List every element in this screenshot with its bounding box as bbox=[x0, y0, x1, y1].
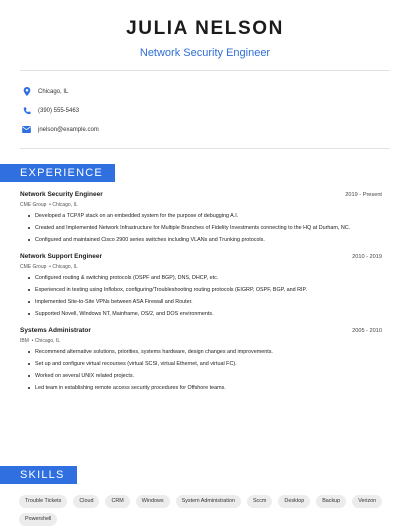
skill-chip: Backup bbox=[316, 495, 346, 508]
skill-chip: Sccm bbox=[247, 495, 272, 508]
skills-list bbox=[19, 495, 399, 526]
job-bullets bbox=[20, 348, 382, 392]
bullet-item: Implemented Site-to-Site VPNs between ASA Firewall and Router. bbox=[28, 298, 382, 306]
skill-chip: Verizon bbox=[352, 495, 382, 508]
job-entry bbox=[20, 253, 382, 318]
job-dates: 2019 - Present bbox=[345, 192, 382, 198]
job-company: IBM • Chicago, IL bbox=[20, 338, 61, 344]
bullet-item: Supported Novell, Windows NT, Mainframe, OS/2, and DOS environments. bbox=[28, 310, 382, 318]
divider bbox=[20, 148, 390, 149]
skills-section bbox=[0, 465, 77, 484]
job-bullets bbox=[20, 212, 382, 244]
job-title: Systems Administrator bbox=[20, 327, 91, 334]
candidate-role: Network Security Engineer bbox=[139, 47, 271, 59]
job-entry bbox=[20, 191, 382, 244]
job-bullets bbox=[20, 274, 382, 318]
contact-email-text: jnelson@example.com bbox=[38, 126, 99, 133]
skill-chip: System Administration bbox=[176, 495, 241, 508]
contact-email bbox=[22, 120, 410, 139]
skill-chip: CRM bbox=[105, 495, 129, 508]
job-title: Network Security Engineer bbox=[20, 191, 103, 198]
map-pin-icon bbox=[22, 87, 31, 96]
bullet-item: Experienced in testing using Inflobox, configuring/Troubleshooting routing protocols (EIGRP, OSPF, BGP, and RIP. bbox=[28, 286, 382, 294]
contact-list bbox=[0, 71, 410, 148]
contact-location bbox=[22, 82, 410, 101]
email-icon bbox=[22, 125, 31, 134]
bullet-item: Set up and configure virtual recourses (virtual SCSI, virtual Ethernet, and virtual FC). bbox=[28, 360, 382, 368]
skill-chip: Trouble Tickets bbox=[19, 495, 67, 508]
candidate-name: JULIA NELSON bbox=[126, 18, 284, 39]
bullet-item: Configured routing & switching protocols (OSPF and BGP), DNS, DHCP, etc. bbox=[28, 274, 382, 282]
bullet-item: Created and Implemented Network Infrastructure for Multiple Branches of Fidelity Investments connecting to the HQ at Durham, NC. bbox=[28, 224, 382, 232]
bullet-item: Worked on several UNIX related projects. bbox=[28, 372, 382, 380]
skills-heading: SKILLS bbox=[0, 466, 77, 484]
skill-chip: Windows bbox=[136, 495, 170, 508]
job-company: CME Group • Chicago, IL bbox=[20, 264, 78, 270]
skill-chip: Desktop bbox=[278, 495, 310, 508]
bullet-item: Led team in establishing remote access security procedures for Offshore teams. bbox=[28, 384, 382, 392]
job-company: CME Group • Chicago, IL bbox=[20, 202, 78, 208]
job-title: Network Support Engineer bbox=[20, 253, 102, 260]
experience-section bbox=[0, 163, 410, 392]
job-dates: 2005 - 2010 bbox=[352, 328, 382, 334]
bullet-item: Developed a TCP/IP stack on an embedded system for the purpose of debugging A.I. bbox=[28, 212, 382, 220]
contact-phone bbox=[22, 101, 410, 120]
contact-phone-text: (390) 555-5463 bbox=[38, 107, 80, 114]
job-entry bbox=[20, 327, 382, 392]
experience-heading: EXPERIENCE bbox=[0, 164, 115, 182]
resume-header bbox=[0, 0, 410, 59]
contact-location-text: Chicago, IL bbox=[38, 88, 69, 95]
bullet-item: Configured and maintained Cisco 2900 series switches including VLANs and Trunking protocols. bbox=[28, 236, 382, 244]
bullet-item: Recommend alternative solutions, priorities, systems hardware, design changes and improvements. bbox=[28, 348, 382, 356]
skill-chip: Cloud bbox=[73, 495, 99, 508]
skill-chip: Powershell bbox=[19, 513, 57, 526]
phone-icon bbox=[22, 106, 31, 115]
job-dates: 2010 - 2019 bbox=[352, 254, 382, 260]
